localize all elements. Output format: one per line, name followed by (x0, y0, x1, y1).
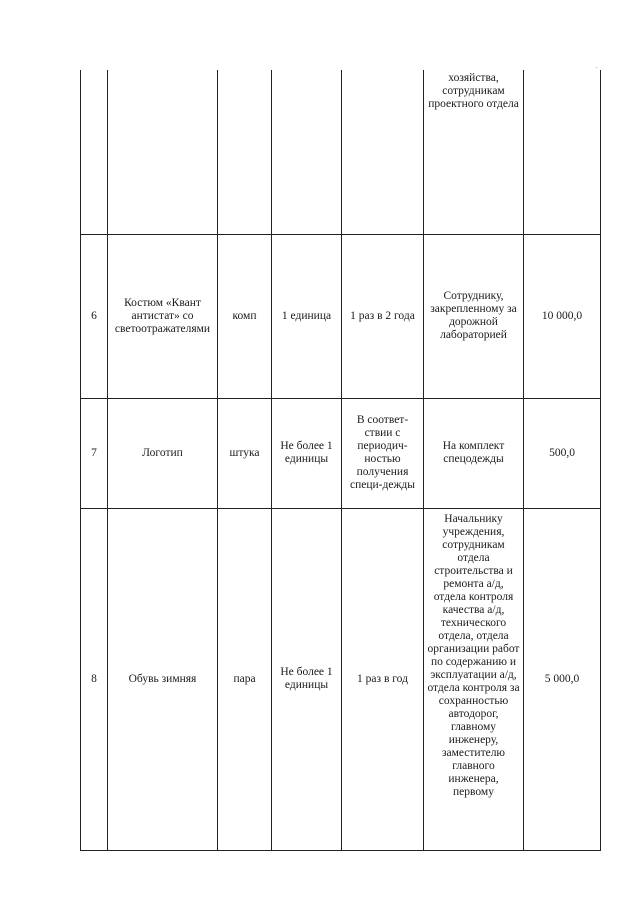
cell-name (108, 70, 218, 234)
cell-name: Логотип (108, 398, 218, 508)
cell-unit: комп (218, 234, 272, 398)
cell-no (81, 70, 108, 234)
cell-frequency: В соответ-ствии с периодич-ностью получения специ-дежды (342, 398, 424, 508)
cell-recipients: Начальнику учреждения, сотрудникам отдела строительства и ремонта а/д, отдела контроля качества а/д, технического отдела, отдела организации работ по содержанию и эксплуатации а/д, отдела контроля за сохранностью автодорог, главному инженеру, заместителю главного инженера, первому (424, 508, 524, 850)
cell-recipients: Сотруднику, закрепленному за дорожной лабораторией (424, 234, 524, 398)
cell-quantity: Не более 1 единицы (272, 398, 342, 508)
cell-recipients: На комплект спецодежды (424, 398, 524, 508)
table-row (81, 398, 601, 508)
table-row (81, 508, 601, 850)
cell-no: 6 (81, 234, 108, 398)
cell-frequency: 1 раз в 2 года (342, 234, 424, 398)
cell-no: 7 (81, 398, 108, 508)
cell-frequency: 1 раз в год (342, 508, 424, 850)
cell-name: Костюм «Квант антистат» со светоотражателями (108, 234, 218, 398)
cell-frequency (342, 70, 424, 234)
cell-price: 500,0 (524, 398, 601, 508)
cell-recipients: хозяйства, сотрудникам проектного отдела (424, 70, 524, 234)
cell-price (524, 70, 601, 234)
scan-mark: · (595, 64, 598, 72)
cell-quantity: Не более 1 единицы (272, 508, 342, 850)
cell-unit (218, 70, 272, 234)
cell-unit: пара (218, 508, 272, 850)
table-row-continuation (81, 70, 601, 234)
cell-name: Обувь зимняя (108, 508, 218, 850)
cell-no: 8 (81, 508, 108, 850)
cell-unit: штука (218, 398, 272, 508)
cell-price: 5 000,0 (524, 508, 601, 850)
cell-quantity: 1 единица (272, 234, 342, 398)
ppe-allocation-table (80, 70, 601, 851)
table-row (81, 234, 601, 398)
cell-price: 10 000,0 (524, 234, 601, 398)
cell-quantity (272, 70, 342, 234)
